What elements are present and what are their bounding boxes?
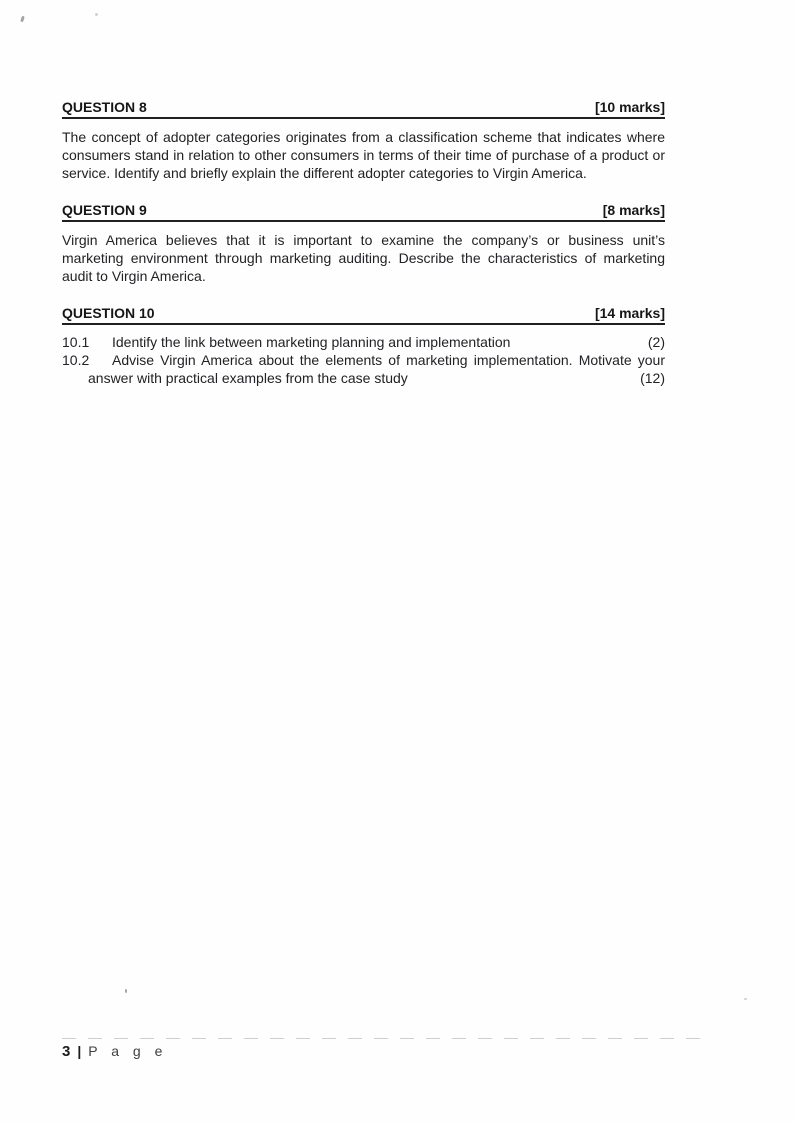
page-footer: [62, 1043, 167, 1060]
question-10-section: [62, 305, 665, 387]
question-9-title: QUESTION 9: [62, 202, 147, 218]
footer-separator: |: [77, 1043, 82, 1059]
question-9-marks: [8 marks]: [602, 202, 665, 218]
question-8-title: QUESTION 8: [62, 99, 147, 115]
page-number: 3: [62, 1043, 71, 1060]
scan-artifact: [95, 13, 98, 16]
scan-artifact-dashed-line: [62, 1038, 702, 1039]
scan-artifact: [125, 989, 127, 993]
item-text: Identify the link between marketing planning and implementation: [112, 334, 511, 350]
item-text: Advise Virgin America about the elements of marketing implementation. Motivate your answer with practical examples from the case study: [88, 352, 665, 386]
question-9-heading-row: [62, 202, 665, 222]
item-number: 10.2: [62, 352, 90, 368]
question-8-heading-row: [62, 99, 665, 119]
question-8-section: [62, 99, 665, 182]
item-marks: (12): [640, 370, 665, 386]
scan-artifact: [20, 16, 25, 23]
page-content: [62, 99, 665, 387]
question-10-marks: [14 marks]: [594, 305, 665, 321]
question-9-body: Virgin America believes that it is important to examine the company’s or business unit’s marketing environment through marketing auditing. Describe the characteristics of marketing audit to Virgin America.: [62, 232, 665, 284]
scan-artifact: [744, 998, 747, 1000]
question-8-marks: [10 marks]: [594, 99, 665, 115]
question-9-section: [62, 202, 665, 285]
item-number: 10.1: [62, 334, 90, 350]
question-10-items: [62, 333, 665, 387]
question-10-heading-row: [62, 305, 665, 325]
question-10-1-row: [62, 333, 665, 351]
question-10-title: QUESTION 10: [62, 305, 155, 321]
item-marks: (2): [647, 334, 665, 350]
footer-page-label: P a g e: [88, 1043, 168, 1059]
question-10-2-row: [62, 351, 665, 387]
question-8-body: The concept of adopter categories originates from a classification scheme that indicates where consumers stand in relation to other consumers in terms of their time of purchase of a product or service. Identify and briefly explain the different adopter categories to Virgin America.: [62, 129, 665, 181]
